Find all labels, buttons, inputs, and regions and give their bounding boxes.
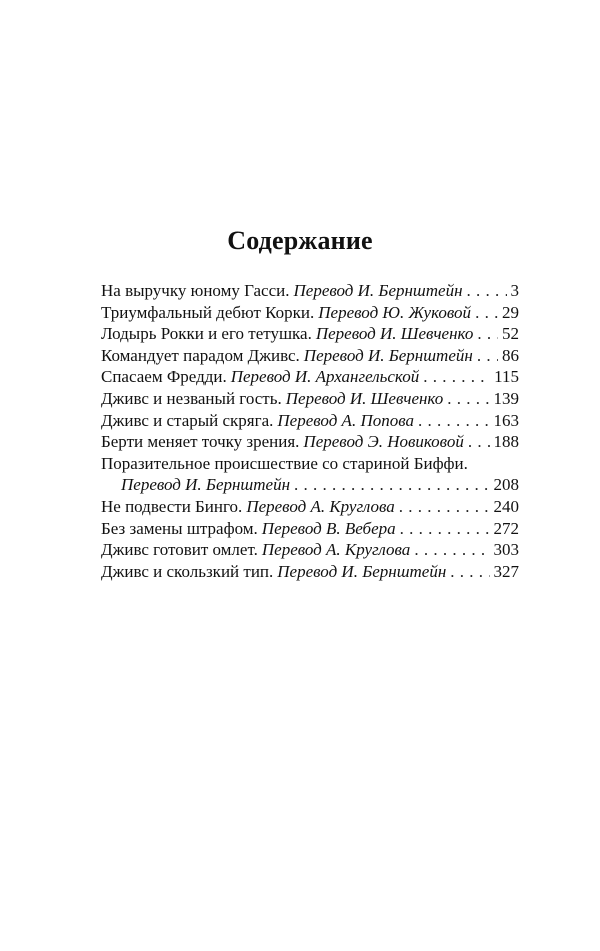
toc-entry-title: Без замены штрафом. bbox=[101, 518, 258, 538]
toc-entry-translator: Перевод Э. Новиковой bbox=[303, 432, 464, 452]
toc-entry-page: 272 bbox=[493, 518, 519, 538]
dot-leader bbox=[418, 410, 490, 432]
dot-leader bbox=[400, 518, 490, 540]
toc-entry-title: Командует парадом Дживс. bbox=[101, 345, 300, 365]
toc-entry-page: 29 bbox=[502, 302, 519, 322]
toc-entry[interactable] bbox=[101, 539, 519, 561]
dot-leader bbox=[450, 561, 489, 583]
toc-entry-page: 327 bbox=[493, 561, 519, 581]
toc-entry-page: 3 bbox=[510, 281, 519, 300]
toc-entry-title: Дживс и незваный гость. bbox=[101, 388, 282, 408]
toc-entry-title: Не подвести Бинго. bbox=[101, 496, 243, 516]
toc-entry[interactable] bbox=[101, 496, 519, 518]
dot-leader bbox=[447, 388, 489, 410]
dot-leader bbox=[294, 474, 489, 496]
toc-entry-translator: Перевод А. Попова bbox=[277, 410, 414, 430]
toc-entry-translator: Перевод И. Бернштейн bbox=[303, 345, 473, 365]
toc-entry-page: 240 bbox=[493, 496, 519, 516]
toc-entry[interactable] bbox=[101, 518, 519, 540]
page-title: Содержание bbox=[227, 226, 373, 255]
toc-entry-page: 86 bbox=[502, 345, 519, 365]
toc-entry-title: Лодырь Рокки и его тетушка. bbox=[101, 324, 312, 344]
toc-entry-title: Дживс и скользкий тип. bbox=[101, 561, 274, 581]
toc-entry-translator: Перевод И. Шевченко bbox=[315, 324, 474, 344]
toc-entry[interactable] bbox=[101, 323, 519, 345]
toc-entry-page: 115 bbox=[494, 367, 519, 387]
toc-entry-title: Поразительное происшествие со стариной Биффи. bbox=[101, 453, 468, 473]
toc-entry-translator: Перевод В. Вебера bbox=[261, 518, 396, 538]
toc-entry-title: Дживс готовит омлет. bbox=[101, 540, 258, 560]
toc-entry-page: 208 bbox=[493, 475, 519, 495]
toc-entry-translator: Перевод А. Круглова bbox=[246, 496, 395, 516]
dot-leader bbox=[477, 345, 498, 367]
toc-entry-title: Дживс и старый скряга. bbox=[101, 410, 274, 430]
toc-entry[interactable] bbox=[101, 388, 519, 410]
toc-entry[interactable] bbox=[101, 410, 519, 432]
toc-entry-translator: Перевод И. Архангельской bbox=[230, 367, 420, 387]
toc-entry-page: 303 bbox=[493, 540, 519, 560]
toc-entry-title: Берти меняет точку зрения. bbox=[101, 432, 300, 452]
toc-entry-page: 163 bbox=[493, 410, 519, 430]
toc-entry[interactable] bbox=[101, 302, 519, 324]
toc-entry[interactable] bbox=[101, 453, 519, 496]
toc-entry[interactable] bbox=[101, 431, 519, 453]
toc-entry-page: 188 bbox=[493, 432, 519, 452]
toc-entry[interactable] bbox=[101, 345, 519, 367]
toc-entry[interactable] bbox=[101, 280, 519, 302]
dot-leader bbox=[399, 496, 490, 518]
toc-entry-translator: Перевод И. Бернштейн bbox=[293, 281, 463, 300]
toc-entry-page: 139 bbox=[493, 388, 519, 408]
toc-entry-translator: Перевод И. Бернштейн bbox=[277, 561, 447, 581]
toc-entry-title: Триумфальный дебют Корки. bbox=[101, 302, 315, 322]
dot-leader bbox=[477, 323, 498, 345]
dot-leader bbox=[467, 280, 507, 302]
table-of-contents bbox=[101, 280, 519, 582]
toc-entry-title: На выручку юному Гасси. bbox=[101, 281, 290, 300]
toc-entry-title: Спасаем Фредди. bbox=[101, 367, 227, 387]
dot-leader bbox=[423, 366, 490, 388]
toc-entry-translator: Перевод Ю. Жуковой bbox=[318, 302, 472, 322]
toc-entry-translator: Перевод И. Шевченко bbox=[285, 388, 444, 408]
dot-leader bbox=[414, 539, 489, 561]
toc-entry-translator: Перевод И. Бернштейн bbox=[121, 475, 291, 495]
toc-entry[interactable] bbox=[101, 366, 519, 388]
dot-leader bbox=[468, 431, 490, 453]
toc-entry-translator: Перевод А. Круглова bbox=[261, 540, 411, 560]
dot-leader bbox=[475, 302, 498, 324]
toc-entry-page: 52 bbox=[502, 324, 519, 344]
toc-entry[interactable] bbox=[101, 561, 519, 583]
